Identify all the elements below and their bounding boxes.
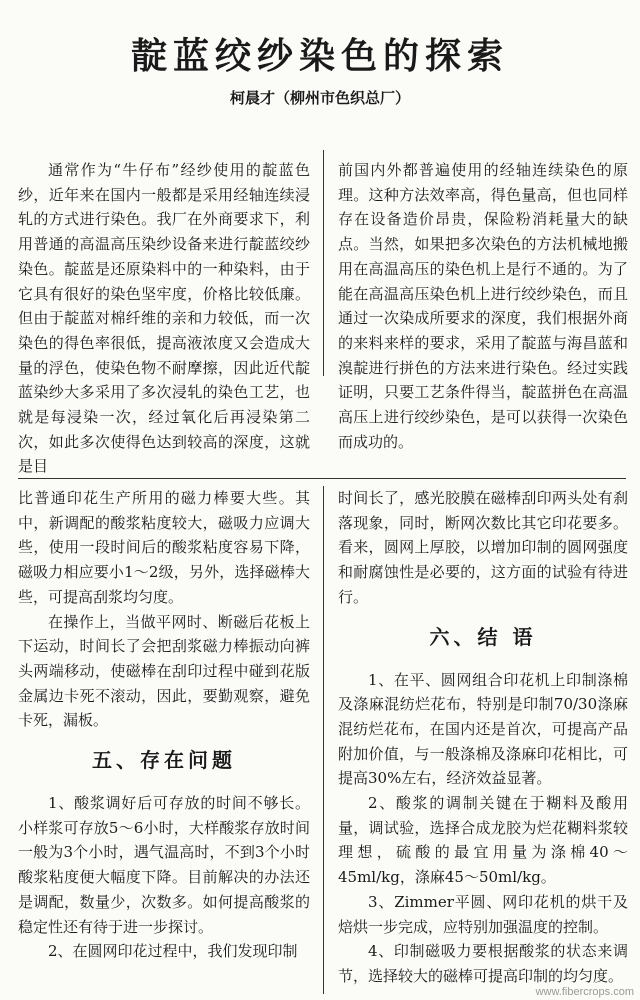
top-left-column	[18, 158, 310, 476]
paragraph: 1、在平、圆网组合印花机上印制涤棉及涤麻混纺烂花布，特别是印制70/30涤麻混纺烂花布，在国内还是首次，可提高产品附加价值，与一般涤棉及涤麻印花相比，可提高30%左右，经济效益显著。	[338, 670, 628, 788]
section-heading-problems: 五、存在问题	[92, 748, 236, 773]
paragraph: 时间长了，感光胶膜在磁棒刮印两头处有刹落现象，同时，断网次数比其它印花要多。看来，圆网上厚胶，以增加印制的圆网强度和耐腐蚀性是必要的，这方面的试验有待进行。	[338, 489, 628, 606]
top-column-divider	[323, 150, 324, 376]
top-right-column	[338, 158, 628, 451]
paragraph: 比普通印花生产所用的磁力棒要大些。其中，新调配的酸浆粘度较大，磁吸力应调大些，使用一段时间后的酸浆粘度容易下降，磁吸力相应要小1～2级，另外，选择磁棒大些，可提高刮浆均匀度。	[18, 489, 310, 606]
paragraph: 3、Zimmer平圆、网印花机的烘干及焙烘一步完成，应特别加强温度的控制。	[338, 892, 628, 936]
article-title: 靛蓝绞纱染色的探索	[130, 36, 509, 78]
paragraph: 在操作上，当做平网时、断磁后花板上下运动，时间长了会把刮浆磁力棒振动向裤头两端移动，使磁棒在刮印过程中碰到花版金属边卡死不滚动，因此，要勤观察，避免卡死，漏板。	[18, 612, 310, 730]
paragraph: 1、酸浆调好后可存放的时间不够长。小样浆可存放5～6小时，大样酸浆存放时间一般为3个小时，遇气温高时，不到3个小时酸浆粘度便大幅度下降。目前解决的办法还是调配，数量少，次数多。如何提高酸浆的稳定性还有待于进一步探讨。	[18, 794, 310, 936]
paragraph: 2、在圆网印花过程中，我们发现印制	[48, 942, 298, 961]
article-byline: 柯晨才（柳州市色织总厂）	[229, 89, 410, 107]
paragraph: 4、印制磁吸力要根据酸浆的状态来调节，选择较大的磁棒可提高印制的均匀度。	[338, 942, 628, 985]
section-divider	[18, 478, 626, 479]
paragraph: 2、酸浆的调制关键在于糊料及酸用量，调试验，选择合成龙胶为烂花糊料浆较理想，硫酸的最宜用量为涤棉40～45ml/kg，涤麻45～50ml/kg。	[338, 794, 628, 887]
paragraph: 前国内外都普遍使用的经轴连续染色的原理。这种方法效率高，得色量高，但也同样存在设备造价昂贵，保险粉消耗量大的缺点。当然，如果把多次染色的方法机械地搬用在高温高压的染色机上是行不通的。为了能在高温高压染色机上进行绞纱染色，而且通过一次染成所要求的深度，我们根据外商的来料来样的要求，采用了靛蓝与海昌蓝和溴靛进行拼色的方法来进行染色。经过实践证明，只要工艺条件得当，靛蓝拼色在高温高压上进行绞纱染色，是可以获得一次染色而成功的。	[338, 161, 628, 451]
bottom-column-divider	[323, 486, 324, 994]
section-heading-conclusion: 六、结 语	[429, 624, 537, 649]
paragraph: 通常作为“牛仔布”经纱使用的靛蓝色纱，近年来在国内一般都是采用经轴连续浸轧的方式进行染色。我厂在外商要求下，利用普通的高温高压染纱设备来进行靛蓝绞纱染色。靛蓝是还原染料中的一种染料，由于它具有很好的染色坚牢度，价格比较低廉。但由于靛蓝对棉纤维的亲和力较低，而一次染色的得色率很低，提高液浓度又会造成大量的浮色，使染色物不耐摩擦，因此近代靛蓝染纱大多采用了多次浸轧的染色工艺，也就是每浸染一次，经过氧化后再浸染第二次，如此多次使得色达到较高的深度，这就是目	[18, 161, 310, 476]
bottom-left-column	[18, 486, 310, 996]
bottom-right-column	[338, 486, 628, 996]
watermark-text: www.fibercrops.com	[535, 986, 634, 998]
